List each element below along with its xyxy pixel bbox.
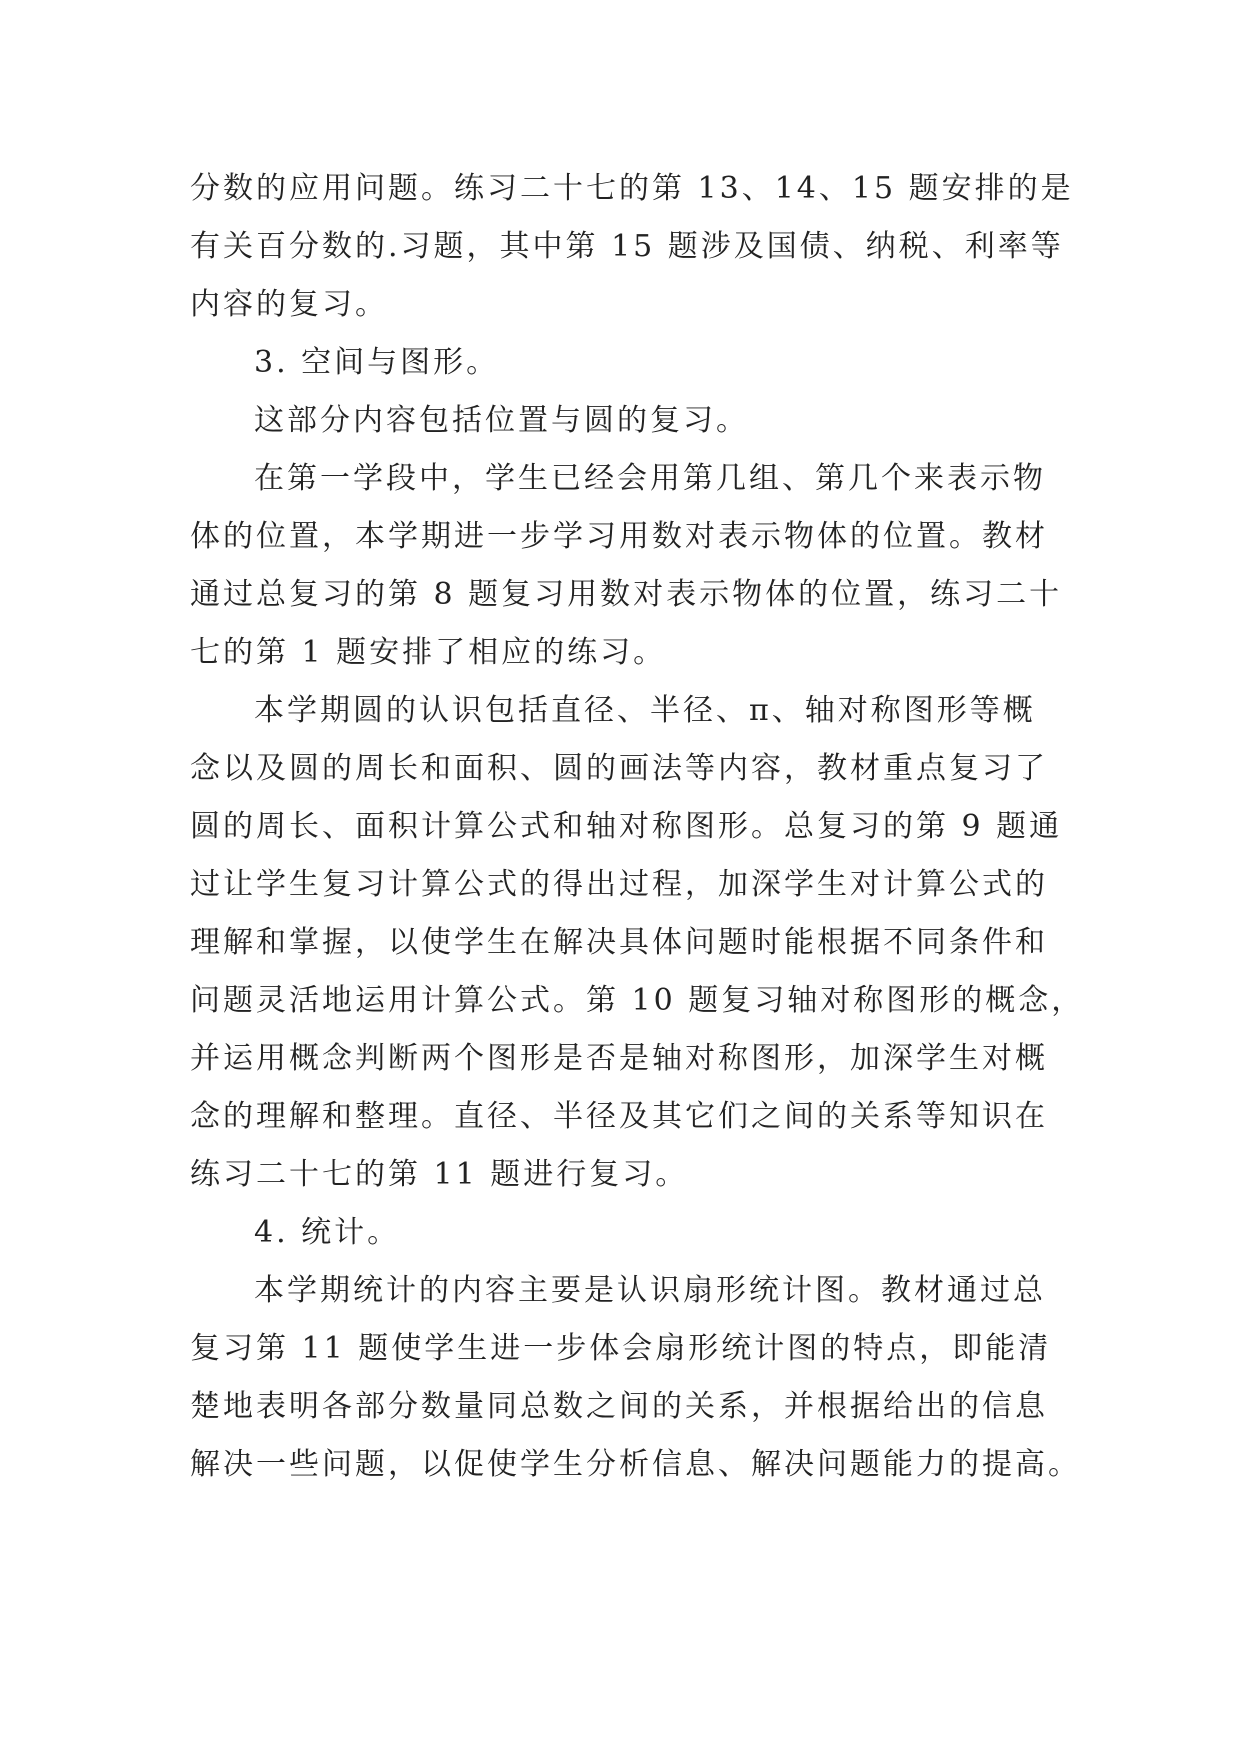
paragraph-line: 内容的复习。: [190, 287, 388, 322]
document-body: [190, 160, 1085, 1494]
paragraph-line: 在第一学段中，学生已经会用第几组、第几个来表示物: [254, 461, 1046, 496]
section-heading: 4. 统计。: [254, 1215, 401, 1250]
paragraph-line: 七的第 1 题安排了相应的练习。: [190, 635, 667, 670]
paragraph-line: 本学期统计的内容主要是认识扇形统计图。教材通过总: [254, 1273, 1046, 1308]
section-heading: 3. 空间与图形。: [254, 345, 500, 380]
paragraph-line: 过让学生复习计算公式的得出过程，加深学生对计算公式的: [190, 867, 1048, 902]
paragraph-line: 楚地表明各部分数量同总数之间的关系，并根据给出的信息: [190, 1389, 1048, 1424]
paragraph-line: 问题灵活地运用计算公式。第 10 题复习轴对称图形的概念，: [190, 983, 1085, 1018]
paragraph-line: 这部分内容包括位置与圆的复习。: [254, 403, 749, 438]
paragraph-line: 念的理解和整理。直径、半径及其它们之间的关系等知识在: [190, 1099, 1048, 1134]
paragraph-line: 圆的周长、面积计算公式和轴对称图形。总复习的第 9 题通: [190, 809, 1063, 844]
paragraph-line: 体的位置，本学期进一步学习用数对表示物体的位置。教材: [190, 519, 1048, 554]
paragraph-line: 并运用概念判断两个图形是否是轴对称图形，加深学生对概: [190, 1041, 1048, 1076]
paragraph-line: 分数的应用问题。练习二十七的第 13、14、15 题安排的是: [190, 171, 1074, 206]
paragraph-line: 通过总复习的第 8 题复习用数对表示物体的位置，练习二十: [190, 577, 1063, 612]
paragraph-line: 理解和掌握，以使学生在解决具体问题时能根据不同条件和: [190, 925, 1048, 960]
paragraph-line: 念以及圆的周长和面积、圆的画法等内容，教材重点复习了: [190, 751, 1048, 786]
paragraph-line: 本学期圆的认识包括直径、半径、π、轴对称图形等概: [254, 693, 1036, 728]
paragraph-line: 解决一些问题，以促使学生分析信息、解决问题能力的提高。: [190, 1447, 1081, 1482]
paragraph-line: 有关百分数的.习题，其中第 15 题涉及国债、纳税、利率等: [190, 229, 1064, 264]
paragraph-line: 复习第 11 题使学生进一步体会扇形统计图的特点，即能清: [190, 1331, 1052, 1366]
paragraph-line: 练习二十七的第 11 题进行复习。: [190, 1157, 689, 1192]
